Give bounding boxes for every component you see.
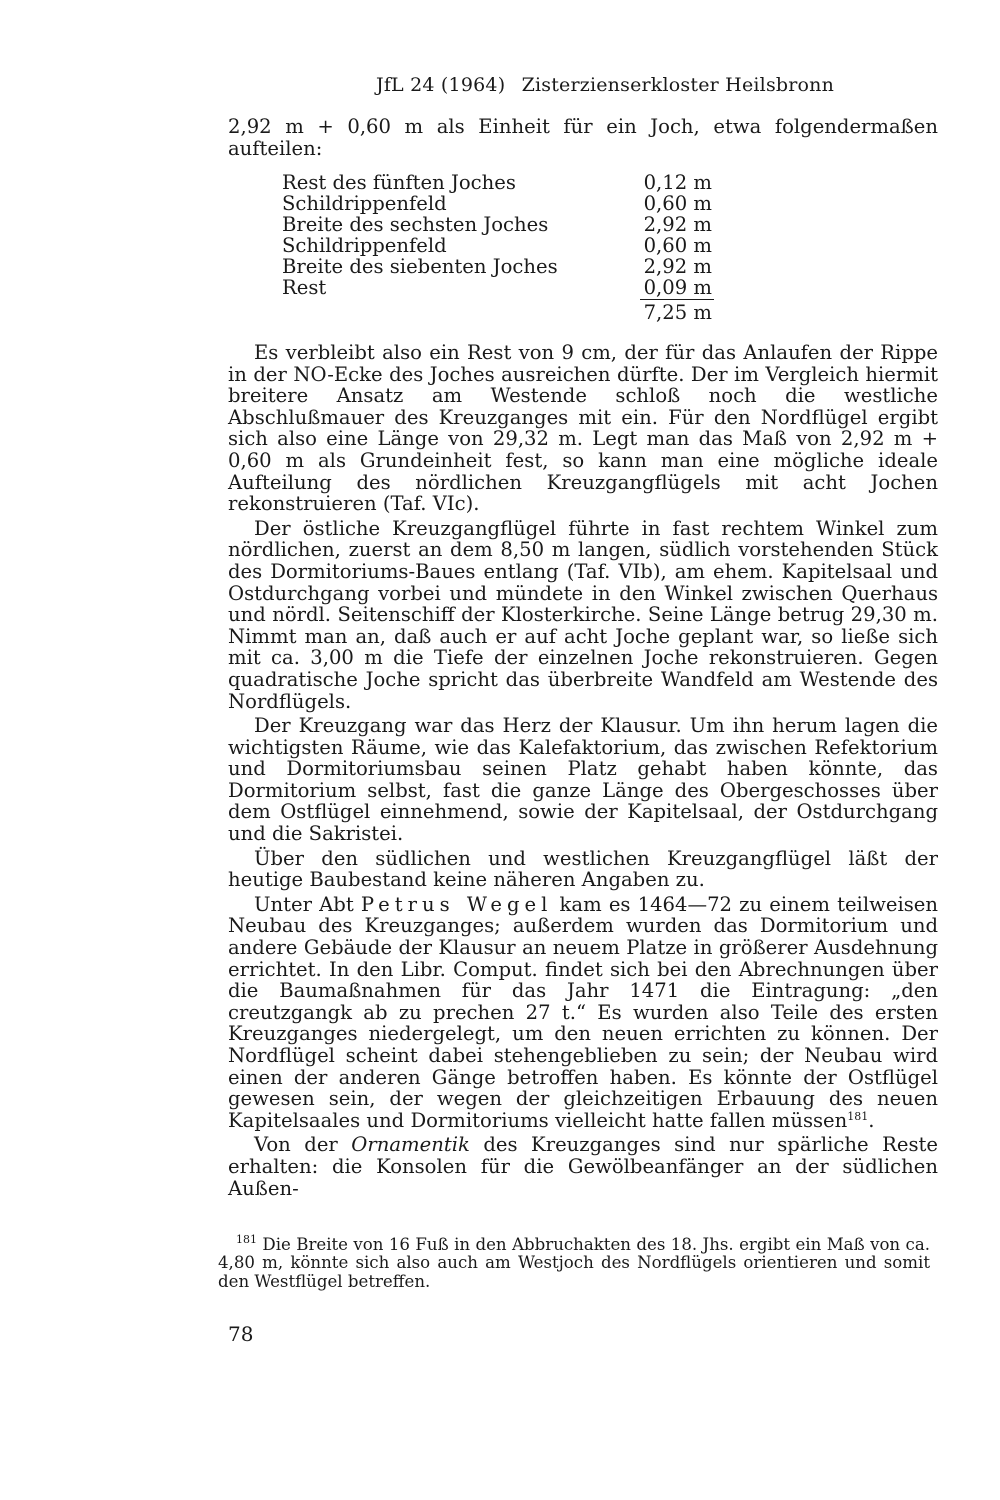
- row-label: Rest des fünften Joches: [282, 171, 516, 194]
- paragraph-5-start: Unter Abt: [254, 892, 354, 916]
- row-label: Schildrippenfeld: [282, 234, 447, 257]
- paragraph-5-text: kam es 1464—72 zu einem teilweisen Neubau des Kreuzganges; außerdem wurden das Dormitorium und andere Gebäude der Klausur an neuem Platze in größerer Ausdehnung errichtet. In den Libr. Comput. findet sich bei den Abrechnungen über die Baumaßnahmen für das Jahr 1471 die Eintragung: „den creutzgangk ab zu prechen 27 t.“ Es wurden also Teile des ersten Kreuzganges niedergelegt, um den neuen errichten zu können. Der Nordflügel scheint dabei stehengeblieben zu sein; der Neubau wird einen der anderen Gänge betroffen haben. Es könnte der Ostflügel gewesen sein, der wegen der gleichzeitigen Erbauung des neuen Kapitelsaales und Dormitoriums vielleicht hatte fallen müssen: [228, 892, 938, 1132]
- row-label: Rest: [282, 276, 327, 299]
- paragraph-3: Der Kreuzgang war das Herz der Klausur. Um ihn herum lagen die wichtigsten Räume, wie das Kalefaktorium, das zwischen Refektorium und Dormitoriumsbau seinen Platz gehabt haben könnte, das Dormitorium selbst, fast die ganze Länge des Obergeschosses über dem Ostflügel einnehmend, sowie der Kapitelsaal, der Ostdurchgang und die Sakristei.: [228, 714, 938, 846]
- joch-measurement-table: [282, 172, 714, 323]
- table-row: [282, 193, 714, 214]
- footnote: [218, 1233, 930, 1291]
- table-row: [282, 235, 714, 256]
- row-value: 0,60 m: [643, 234, 712, 257]
- italic-term: Ornamentik: [351, 1133, 470, 1157]
- row-value: 0,09 m: [640, 277, 714, 300]
- paragraph-5: [228, 894, 938, 1132]
- page-number: 78: [228, 1322, 254, 1346]
- journal-reference: JfL 24 (1964): [376, 74, 506, 96]
- row-label: Breite des siebenten Joches: [282, 255, 558, 278]
- row-label: Breite des sechsten Joches: [282, 213, 549, 236]
- paragraph-2: Der östliche Kreuzgangflügel führte in fast rechtem Winkel zum nördlichen, zuerst an dem 8,50 m langen, südlich vorstehenden Stück des Dormitoriums-Baues entlang (Taf. VIb), am ehem. Kapitelsaal und Ostdurchgang vorbei und mündete in den Winkel zwischen Querhaus und nördl. Seitenschiff der Klosterkirche. Seine Länge betrug 29,30 m. Nimmt man an, daß auch er auf acht Joche geplant war, so ließe sich mit ca. 3,00 m die Tiefe der einzelnen Joche rekonstruieren. Gegen quadratische Joche spricht das überbreite Wandfeld am Westende des Nordflügels.: [228, 516, 938, 713]
- table-row: [282, 256, 714, 277]
- paragraph-6-text: des Kreuzganges sind nur spärliche Reste erhalten: die Konsolen für die Gewölbeanfänger an der südlichen Außen-: [228, 1133, 938, 1200]
- table-total-row: [282, 300, 714, 324]
- row-value: 2,92 m: [643, 213, 712, 236]
- paragraph-4: Über den südlichen und westlichen Kreuzgangflügel läßt der heutige Baubestand keine näheren Angaben zu.: [228, 846, 938, 892]
- intro-paragraph: 2,92 m + 0,60 m als Einheit für ein Joch, etwa folgendermaßen aufteilen:: [228, 115, 938, 160]
- table-total: 7,25 m: [643, 301, 712, 324]
- abbot-name: Petrus Wegel: [360, 892, 553, 916]
- running-title: Zisterzienserkloster Heilsbronn: [521, 74, 835, 96]
- paragraph-1: Es verbleibt also ein Rest von 9 cm, der für das Anlaufen der Rippe in der NO-Ecke des Joches ausreichen dürfte. Der im Vergleich hiermit breitere Ansatz am Westende schloß noch die westliche Abschlußmauer des Kreuzganges mit ein. Für den Nordflügel ergibt sich also eine Länge von 29,32 m. Legt man das Maß von 2,92 m + 0,60 m als Grundeinheit fest, so kann man eine mögliche ideale Aufteilung des nördlichen Kreuzgangflügels mit acht Jochen rekonstruieren (Taf. VIc).: [228, 341, 938, 516]
- table-row: [282, 172, 714, 193]
- table-row: [282, 214, 714, 235]
- paragraph-6: [228, 1134, 938, 1199]
- running-header: [376, 74, 834, 96]
- row-value: 0,60 m: [643, 192, 712, 215]
- paragraph-6-start: Von der: [254, 1133, 338, 1157]
- footnote-text: Die Breite von 16 Fuß in den Abbruchakten des 18. Jhs. ergibt ein Maß von ca. 4,80 m, könnte sich also auch am Westjoch des Nordflügels orientieren und somit den Westflügel betreffen.: [218, 1235, 930, 1291]
- table-row: [282, 277, 714, 300]
- paragraph-5-end: .: [868, 1108, 875, 1132]
- row-label: Schildrippenfeld: [282, 192, 447, 215]
- footnote-ref: 181: [847, 1109, 869, 1123]
- main-text: [228, 116, 938, 159]
- main-text-continued: [228, 342, 938, 1199]
- row-value: 0,12 m: [643, 171, 712, 194]
- row-value: 2,92 m: [643, 255, 712, 278]
- footnote-number: 181: [236, 1233, 257, 1246]
